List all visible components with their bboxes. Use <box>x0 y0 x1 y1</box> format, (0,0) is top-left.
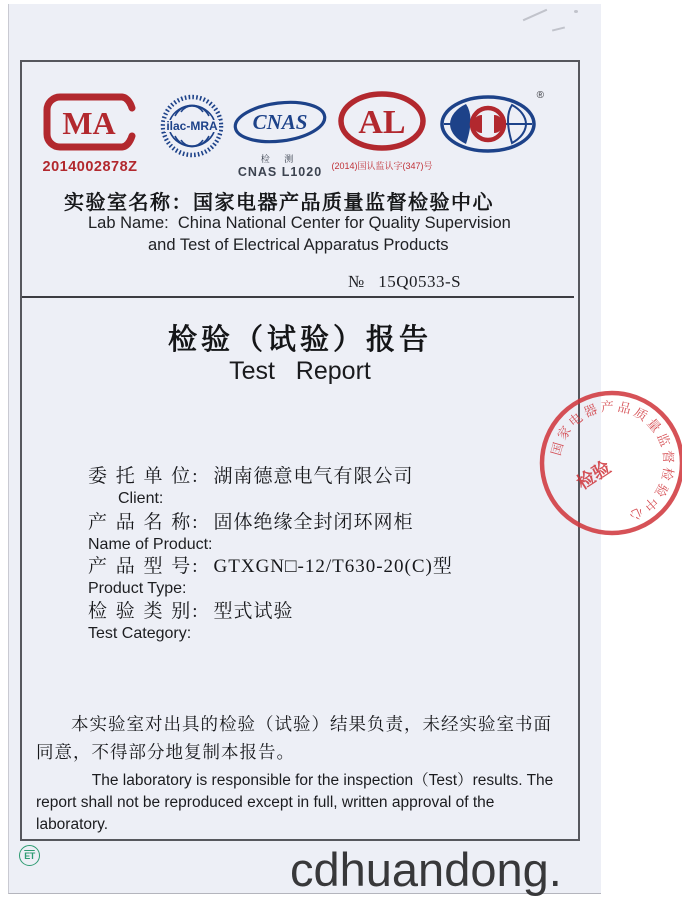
al-certification <box>326 90 438 172</box>
disclaimer-zh: 本实验室对出具的检验（试验）结果负责，未经实验室书面同意，不得部分地复制本报告。 <box>36 714 552 762</box>
et-badge-icon <box>19 845 40 866</box>
cma-logo-icon <box>42 105 138 156</box>
cnas-subtext-zh: 检 测 <box>260 154 300 164</box>
scan-artifact <box>574 10 578 13</box>
al-logo-icon <box>336 104 428 156</box>
lab-name-en-line2: and Test of Electrical Apparatus Products <box>148 236 449 254</box>
stamp-arc-text: 国家电器产品质量监督检验中心 <box>548 398 677 525</box>
cnas-logo-icon <box>230 110 330 150</box>
svg-text:MA: MA <box>62 105 116 141</box>
red-inspection-stamp <box>532 386 682 549</box>
field-value: GTXGN□-12/T630-20(C)型 <box>213 556 453 577</box>
lab-name-zh: 实验室名称：国家电器产品质量监督检验中心 <box>64 192 494 214</box>
field-label-zh: 产 品 名 称: <box>88 512 200 533</box>
svg-text:ilac-MRA: ilac-MRA <box>166 119 218 133</box>
cnas-certification <box>228 98 332 179</box>
watermark-text: cdhuandong. <box>290 843 562 896</box>
et-badge-label: $\overline{ET}$ <box>24 850 35 861</box>
field-label-zh: 检 验 类 别: <box>88 601 200 622</box>
lab-name-en-line1: Lab Name: China National Center for Quality Supervision <box>88 214 511 232</box>
report-number-value: 15Q0533-S <box>378 272 462 291</box>
ilac-mra-logo-icon <box>160 94 224 163</box>
report-title-zh: 检验（试验）报告 <box>167 324 432 356</box>
report-number <box>348 272 461 292</box>
svg-text:AL: AL <box>358 104 406 141</box>
svg-text:国家电器产品质量监督检验中心 <box>548 399 676 525</box>
field-label-en: Test Category: <box>88 625 192 642</box>
cnas-subtext-code: CNAS L1020 <box>237 165 323 179</box>
field-label-en: Product Type: <box>88 580 187 597</box>
cma-certification <box>38 92 142 175</box>
field-client <box>88 461 558 508</box>
registered-trademark: ® <box>536 90 544 101</box>
field-label-zh: 委 托 单 位: <box>88 466 200 487</box>
field-value: 固体绝缘全封闭环网柜 <box>213 512 414 533</box>
numero-symbol: № <box>348 272 365 291</box>
horizontal-rule <box>22 296 574 298</box>
stamp-inner-text: 检验 <box>573 456 615 494</box>
field-test-category <box>88 596 558 643</box>
field-value: 型式试验 <box>213 601 294 622</box>
field-value: 湖南德意电气有限公司 <box>213 466 414 487</box>
field-label-en: Name of Product: <box>88 536 213 553</box>
globe-logo-icon <box>438 141 538 158</box>
field-product-name <box>88 507 558 554</box>
al-subtext: (2014)国认监认字(347)号 <box>331 161 433 171</box>
svg-text:CNAS: CNAS <box>252 110 308 134</box>
report-title-en: Test Report <box>229 357 371 385</box>
field-product-type <box>88 551 558 598</box>
field-label-en: Client: <box>118 490 164 507</box>
cma-number: 2014002878Z <box>42 159 138 175</box>
disclaimer-en: The laboratory is responsible for the inspection（Test）results. The report shall not be reproduced except in full, written approval of the laboratory. <box>36 772 554 833</box>
globe-certification <box>438 90 544 159</box>
field-label-zh: 产 品 型 号: <box>88 556 200 577</box>
